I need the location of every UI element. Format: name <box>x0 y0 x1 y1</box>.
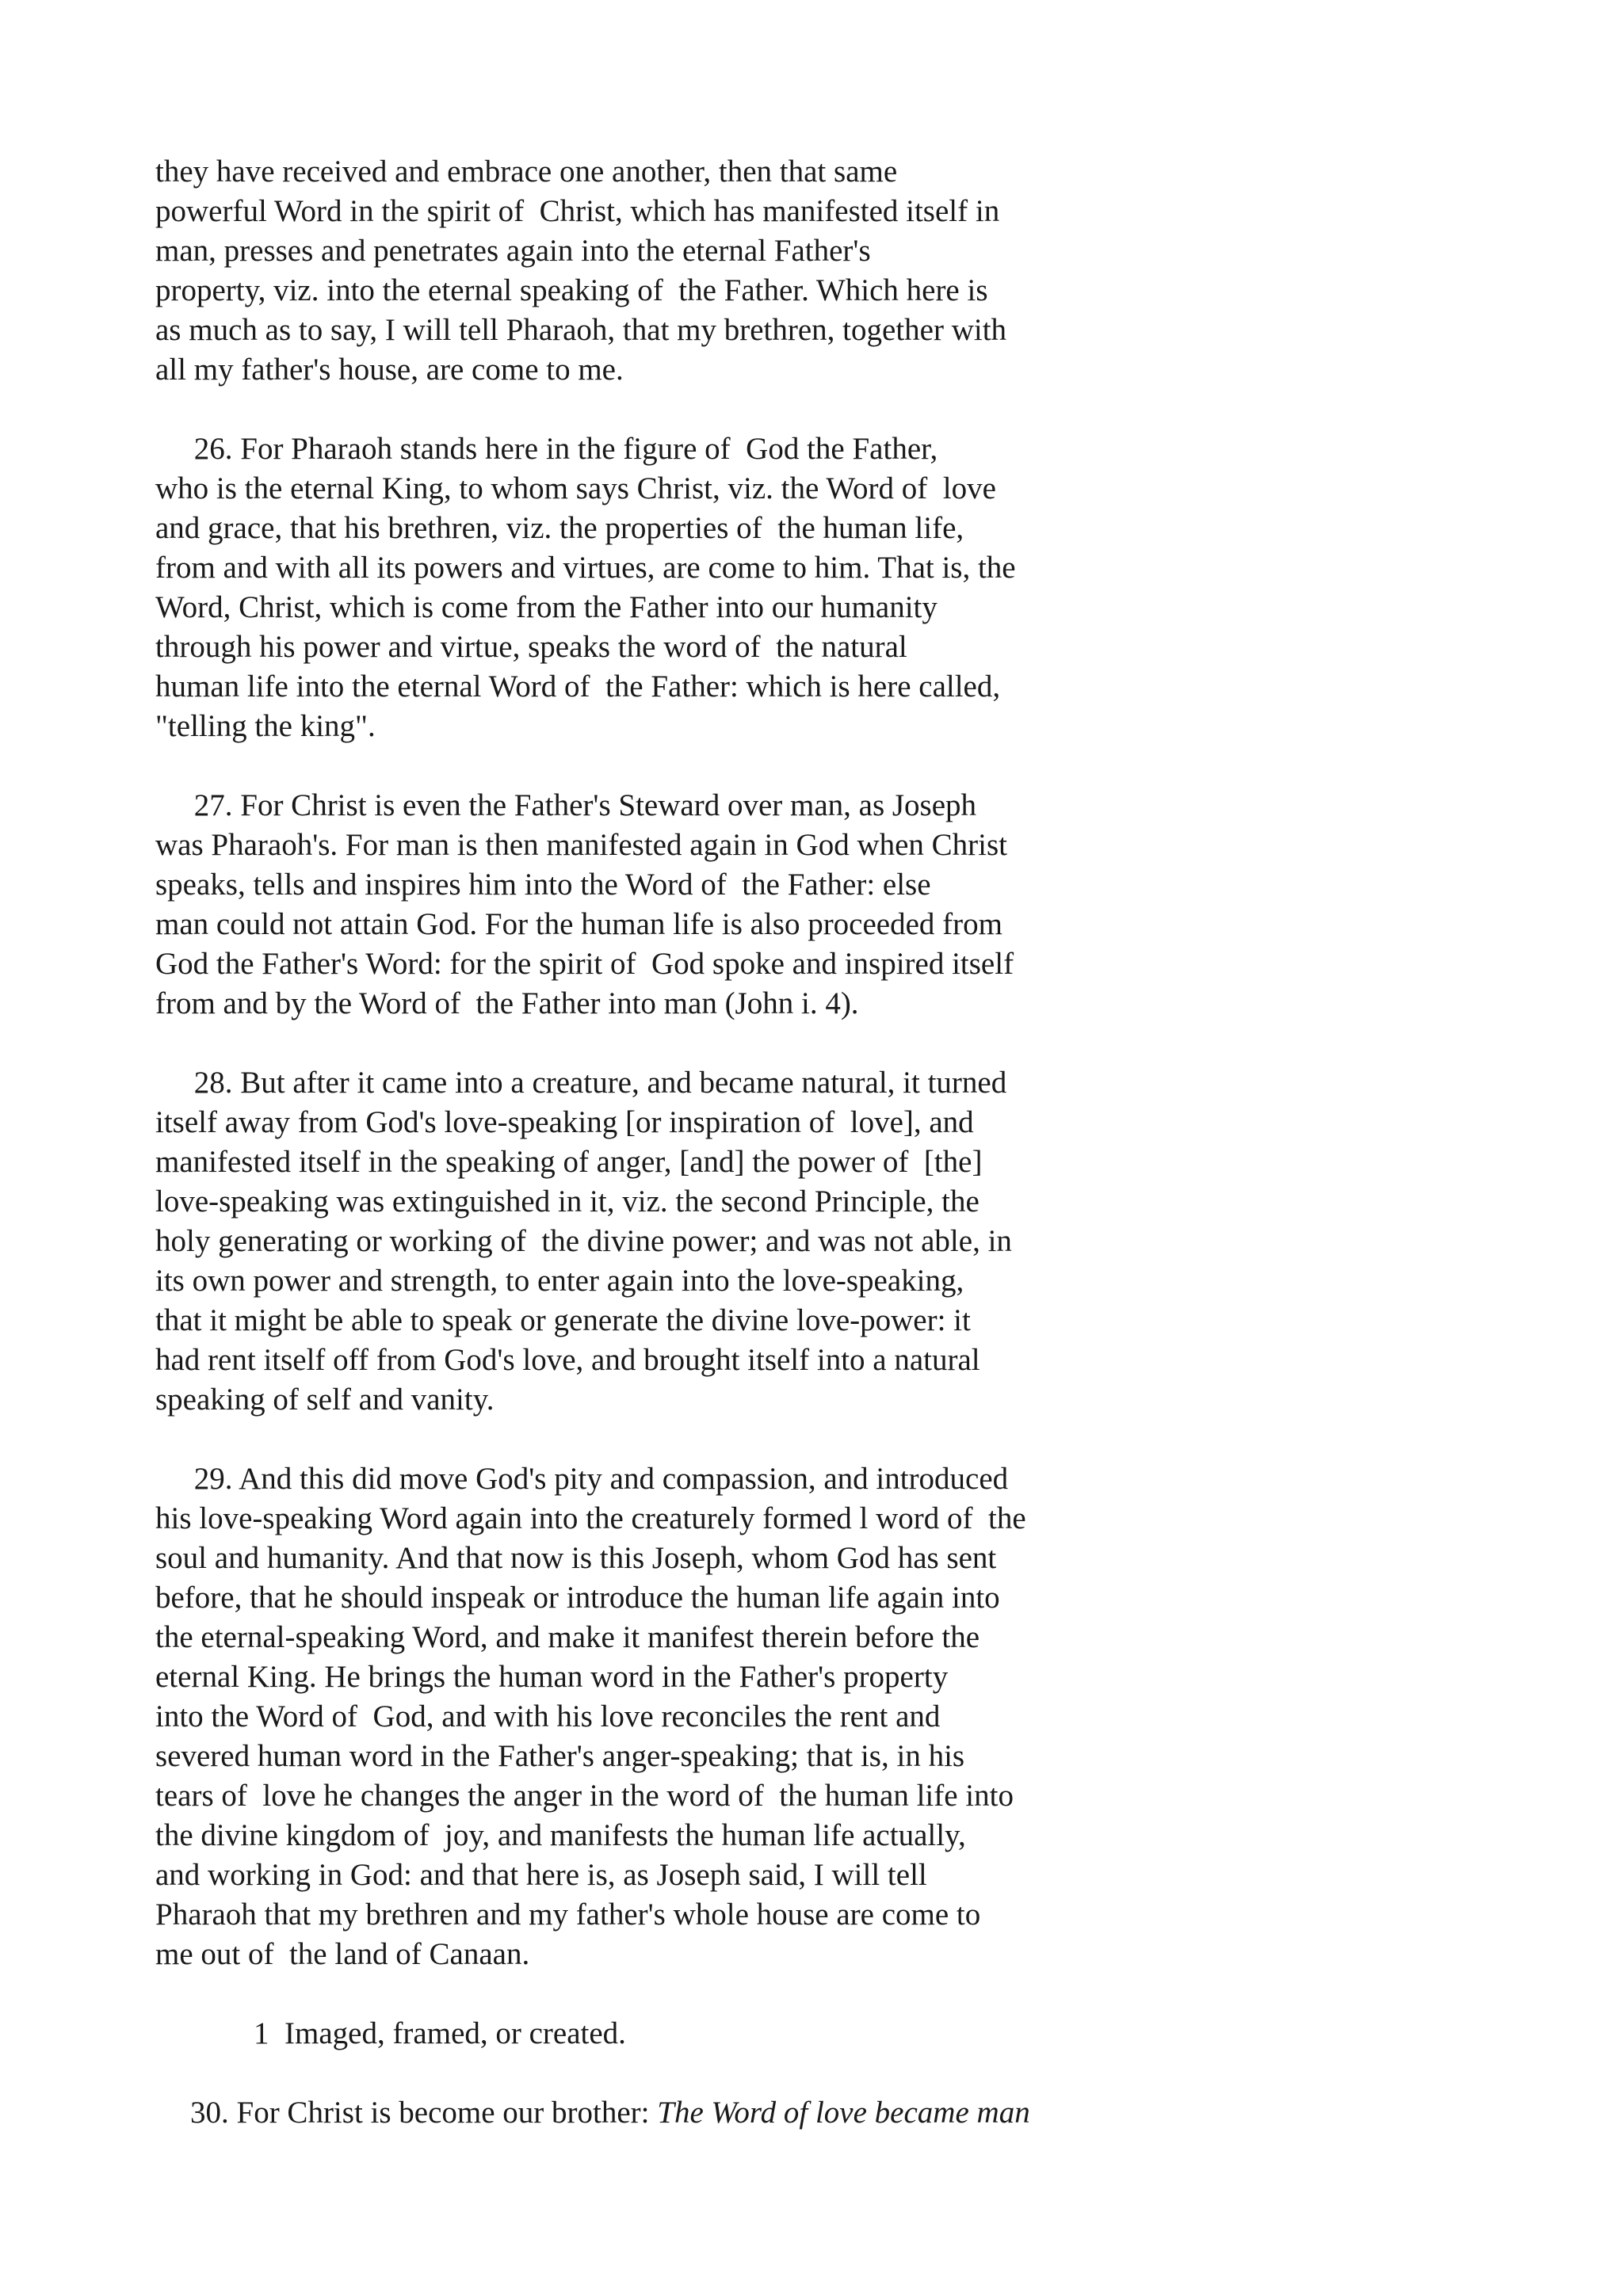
text-line: soul and humanity. And that now is this Joseph, whom God has sent <box>155 1541 997 1575</box>
text-line: holy generating or working of the divine power; and was not able, in <box>155 1224 1012 1258</box>
paragraph-intro <box>155 152 1265 390</box>
text-line: speaks, tells and inspires him into the Word of the Father: else <box>155 868 931 902</box>
text-line: 27. For Christ is even the Father's Steward over man, as Joseph <box>155 788 977 822</box>
text-line: that it might be able to speak or generate the divine love-power: it <box>155 1303 971 1337</box>
text-line: property, viz. into the eternal speaking of the Father. Which here is <box>155 273 988 307</box>
text-line: God the Father's Word: for the spirit of God spoke and inspired itself <box>155 947 1014 981</box>
text-line: human life into the eternal Word of the Father: which is here called, <box>155 669 1001 704</box>
text-line: itself away from God's love-speaking [or inspiration of love], and <box>155 1105 974 1139</box>
text-line: "telling the king". <box>155 709 376 743</box>
text-line: from and by the Word of the Father into man (John i. 4). <box>155 986 859 1020</box>
text-line: into the Word of God, and with his love reconciles the rent and <box>155 1699 941 1733</box>
paragraph-29 <box>155 1459 1265 1974</box>
text-line: as much as to say, I will tell Pharaoh, that my brethren, together with <box>155 313 1007 347</box>
text-line: the divine kingdom of joy, and manifests the human life actually, <box>155 1818 966 1852</box>
paragraph-30-italic: The Word of love became man <box>657 2096 1030 2130</box>
paragraph-28 <box>155 1063 1265 1420</box>
text-line: his love-speaking Word again into the creaturely formed l word of the <box>155 1501 1026 1535</box>
text-line: its own power and strength, to enter again into the love-speaking, <box>155 1264 964 1298</box>
document-body <box>155 152 1265 2133</box>
text-line: me out of the land of Canaan. <box>155 1937 530 1971</box>
text-line: and working in God: and that here is, as Joseph said, I will tell <box>155 1858 927 1892</box>
text-line: tears of love he changes the anger in the word of the human life into <box>155 1779 1014 1813</box>
text-line: man, presses and penetrates again into the eternal Father's <box>155 234 871 268</box>
text-line: man could not attain God. For the human life is also proceeded from <box>155 907 1002 941</box>
text-line <box>155 2093 1265 2133</box>
paragraph-26 <box>155 429 1265 746</box>
text-line: speaking of self and vanity. <box>155 1383 495 1417</box>
text-line: severed human word in the Father's anger-speaking; that is, in his <box>155 1739 965 1773</box>
paragraph-27 <box>155 786 1265 1024</box>
text-line: love-speaking was extinguished in it, viz. the second Principle, the <box>155 1184 980 1219</box>
paragraph-30 <box>155 2093 1265 2133</box>
text-line: had rent itself off from God's love, and brought itself into a natural <box>155 1343 980 1377</box>
text-line: Word, Christ, which is come from the Father into our humanity <box>155 590 938 624</box>
text-line: all my father's house, are come to me. <box>155 353 624 387</box>
text-line: eternal King. He brings the human word in the Father's property <box>155 1660 949 1694</box>
text-line: the eternal-speaking Word, and make it manifest therein before the <box>155 1620 980 1654</box>
text-line: 29. And this did move God's pity and compassion, and introduced <box>155 1462 1009 1496</box>
text-line: before, that he should inspeak or introduce the human life again into <box>155 1581 1000 1615</box>
text-line: manifested itself in the speaking of anger, [and] the power of [the] <box>155 1145 983 1179</box>
paragraph-30-lead: 30. For Christ is become our brother: <box>190 2096 658 2130</box>
text-line: who is the eternal King, to whom says Christ, viz. the Word of love <box>155 471 996 505</box>
footnote <box>155 2014 1265 2054</box>
text-line: was Pharaoh's. For man is then manifested again in God when Christ <box>155 828 1008 862</box>
text-line: powerful Word in the spirit of Christ, which has manifested itself in <box>155 194 1000 228</box>
text-line: 28. But after it came into a creature, and became natural, it turned <box>155 1066 1007 1100</box>
text-line: from and with all its powers and virtues, are come to him. That is, the <box>155 551 1016 585</box>
text-line: 26. For Pharaoh stands here in the figure of God the Father, <box>155 432 938 466</box>
text-line: they have received and embrace one another, then that same <box>155 154 898 189</box>
text-line: and grace, that his brethren, viz. the properties of the human life, <box>155 511 964 545</box>
text-line: through his power and virtue, speaks the word of the natural <box>155 630 907 664</box>
footnote-text: 1 Imaged, framed, or created. <box>254 2016 626 2050</box>
text-line: Pharaoh that my brethren and my father's whole house are come to <box>155 1897 981 1932</box>
